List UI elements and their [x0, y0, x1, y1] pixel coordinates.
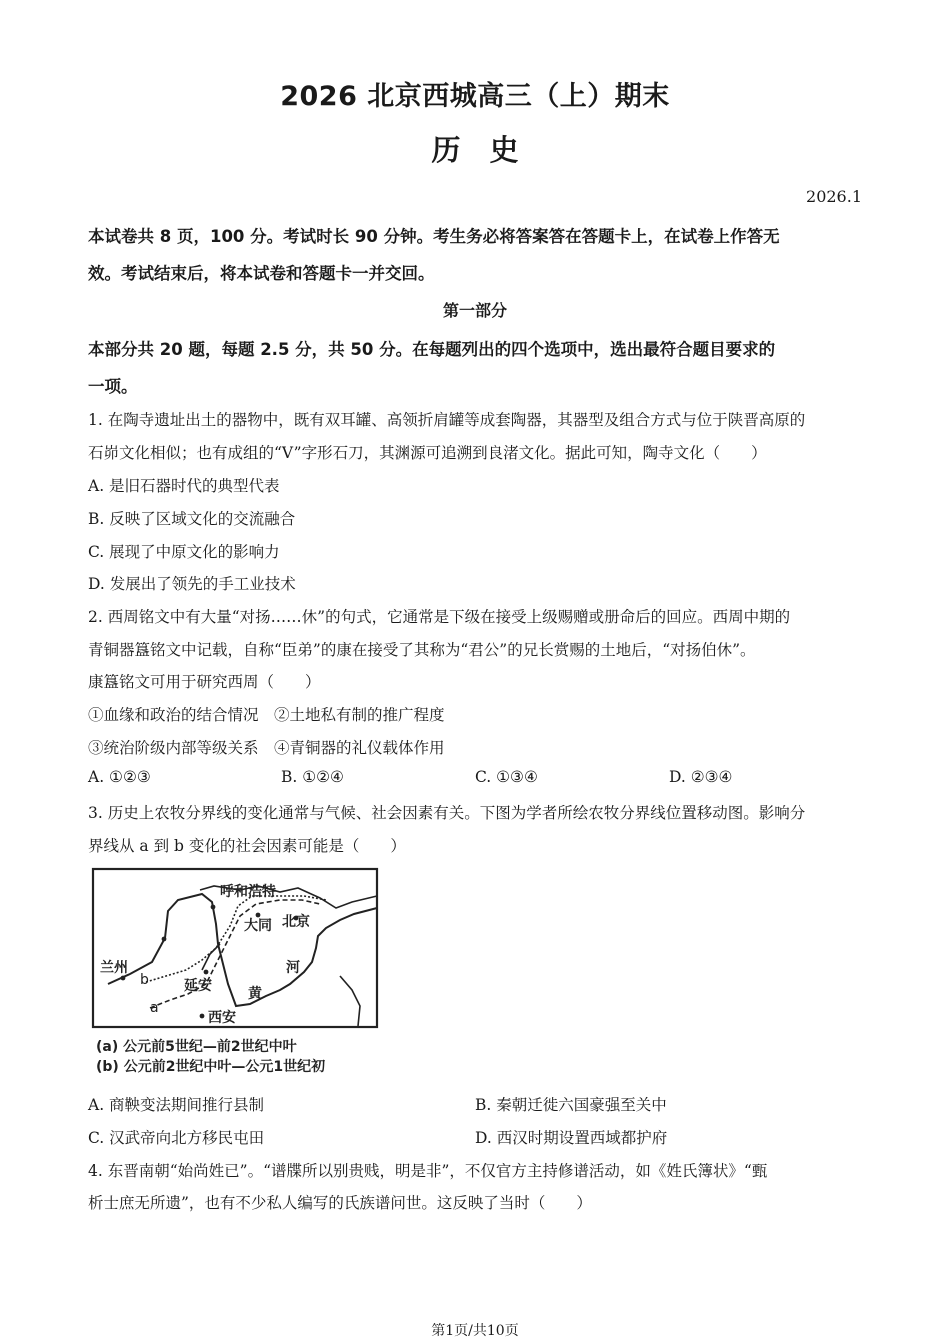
marker-dot	[162, 937, 167, 942]
instructions-line-2: 效。考试结束后，将本试卷和答题卡一并交回。	[88, 264, 435, 283]
datong-dot	[256, 913, 261, 918]
q2-items-line-2: ③统治阶级内部等级关系 ④青铜器的礼仪载体作用	[88, 739, 445, 757]
page-number: 第1页/共10页	[431, 1323, 519, 1339]
q3-stem-line-1: 3. 历史上农牧分界线的变化通常与气候、社会因素有关。下图为学者所绘农牧分界线位置移动图。影响分	[88, 804, 806, 822]
exam-date: 2026.1	[806, 187, 862, 206]
xian-dot	[200, 1014, 205, 1019]
label-huang: 黄	[248, 986, 262, 1002]
part-title: 第一部分	[442, 301, 507, 320]
q2-option-a: A. ①②③	[88, 768, 151, 786]
label-b: b	[140, 972, 149, 988]
q2-option-c: C. ①③④	[475, 768, 538, 786]
q3-stem-line-2: 界线从 a 到 b 变化的社会因素可能是（ ）	[88, 837, 406, 855]
label-datong: 大同	[244, 918, 272, 934]
label-yanan: 延安	[184, 978, 212, 994]
q3-option-b: B. 秦朝迁徙六国豪强至关中	[475, 1096, 667, 1114]
q1-option-c: C. 展现了中原文化的影响力	[88, 543, 280, 561]
q1-option-b: B. 反映了区域文化的交流融合	[88, 510, 296, 528]
q4-stem-line-1: 4. 东晋南朝“始尚姓已”。“谱牒所以别贵贱，明是非”，不仅官方主持修谱活动，如《姓氏簿状》“甄	[88, 1162, 768, 1180]
exam-title: 2026 北京西城高三（上）期末	[280, 81, 670, 112]
instructions-line-1: 本试卷共 8 页，100 分。考试时长 90 分钟。考生务必将答案答在答题卡上，在试卷上作答无	[88, 227, 780, 246]
map-caption-a: (a) 公元前5世纪—前2世纪中叶	[96, 1039, 297, 1055]
q1-stem-line-2: 石峁文化相似；也有成组的“V”字形石刀，其渊源可追溯到良渚文化。据此可知，陶寺文化（ ）	[88, 444, 767, 462]
q1-option-a: A. 是旧石器时代的典型代表	[88, 477, 280, 495]
label-lanzhou: 兰州	[100, 960, 128, 976]
q2-items-line-1: ①血缘和政治的结合情况 ②土地私有制的推广程度	[88, 706, 445, 724]
subject-title: 历 史	[431, 133, 519, 167]
q4-stem-line-2: 析士庶无所遗”，也有不少私人编写的氏族谱问世。这反映了当时（ ）	[88, 1194, 592, 1212]
label-hohhot: 呼和浩特	[220, 884, 276, 900]
q1-option-d: D. 发展出了领先的手工业技术	[88, 575, 296, 593]
part-desc-line-2: 一项。	[88, 377, 138, 396]
part-desc-line-1: 本部分共 20 题，每题 2.5 分，共 50 分。在每题列出的四个选项中，选出最符合题目要求的	[88, 340, 776, 359]
q3-option-c: C. 汉武帝向北方移民屯田	[88, 1129, 265, 1147]
q1-stem-line-1: 1. 在陶寺遗址出土的器物中，既有双耳罐、高领折肩罐等成套陶器，其器型及组合方式与位于陕晋高原的	[88, 411, 806, 429]
label-he: 河	[286, 960, 300, 976]
label-beijing: 北京	[282, 914, 310, 930]
q3-option-a: A. 商鞅变法期间推行县制	[88, 1096, 265, 1114]
q2-option-b: B. ①②④	[281, 768, 344, 786]
lanzhou-dot	[121, 976, 126, 981]
map-caption-b: (b) 公元前2世纪中叶—公元1世纪初	[96, 1059, 326, 1075]
label-a: a	[150, 1000, 159, 1016]
q2-stem-line-1: 2. 西周铭文中有大量“对扬……休”的句式，它通常是下级在接受上级赐赠或册命后的回应。西周中期的	[88, 608, 791, 626]
q2-stem-line-2: 青铜器簋铭文中记载，自称“臣弟”的康在接受了其称为“君公”的兄长赏赐的土地后，“对扬伯休”。	[88, 641, 756, 659]
boundary-map	[90, 866, 380, 1030]
q3-option-d: D. 西汉时期设置西域都护府	[475, 1129, 668, 1147]
q2-option-d: D. ②③④	[669, 768, 733, 786]
q2-stem-line-3: 康簋铭文可用于研究西周（ ）	[88, 673, 321, 691]
label-xian: 西安	[208, 1010, 236, 1026]
yanan-dot	[204, 970, 209, 975]
hohhot-dot	[211, 905, 216, 910]
